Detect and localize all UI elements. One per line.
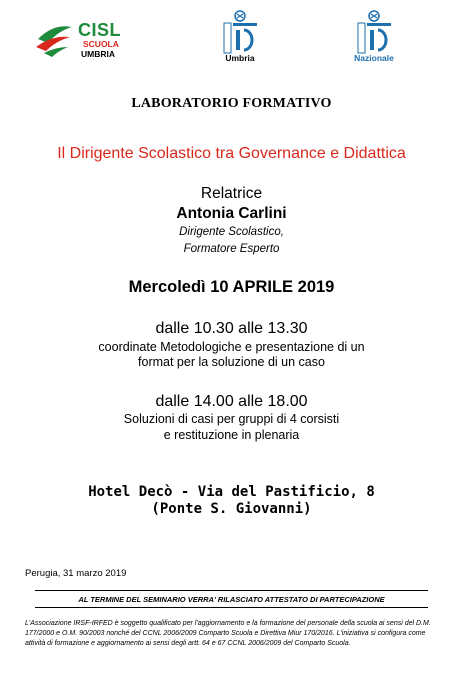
laboratorio-title: LABORATORIO FORMATIVO bbox=[131, 96, 332, 111]
irsef-nazionale-logo bbox=[344, 10, 404, 68]
event-date: Mercoledì 10 APRILE 2019 bbox=[128, 278, 335, 296]
seminar-title: Il Dirigente Scolastico tra Governance e Didattica bbox=[57, 145, 406, 162]
speaker-role-line: Formatore Esperto bbox=[183, 243, 280, 255]
afternoon-slot-description: Soluzioni di casi per gruppi di 4 corsisti bbox=[123, 412, 340, 426]
morning-slot-description: format per la soluzione di un caso bbox=[138, 355, 325, 369]
divider bbox=[35, 590, 428, 591]
irsef-emblem-icon bbox=[222, 10, 258, 54]
cisl-scuola-logo bbox=[34, 17, 144, 59]
cisl-logo-region: UMBRIA bbox=[81, 49, 115, 59]
speaker-label: Relatrice bbox=[200, 185, 263, 202]
legal-notice: L'Associazione IRSF-IRFED è soggetto qualificato per l'aggiornamento e la formazione del personale della scuola ai sensi del D.M. 177/2000 e O.M. 90/2003 nonché del CCNL 2006/2009 Comparto Scuola e Direttiva Miur 170/2016. L'iniziativa si configura come attività di formazione e aggiornamento ai sensi degli artt. 64 e 67 CCNL 2006/2009 del Comparto Scuola. bbox=[25, 620, 431, 647]
irsef-nazionale-caption: Nazionale bbox=[354, 53, 394, 63]
venue-address: Hotel Decò - Via del Pastificio, 8 bbox=[88, 484, 375, 500]
irsef-umbria-caption: Umbria bbox=[225, 53, 255, 63]
cisl-logo-text: CISL bbox=[78, 20, 122, 40]
cisl-logo-sub: SCUOLA bbox=[83, 39, 119, 49]
cisl-logo-mark-icon bbox=[34, 17, 74, 57]
venue-location: (Ponte S. Giovanni) bbox=[151, 501, 312, 517]
speaker-name: Antonia Carlini bbox=[176, 205, 287, 222]
place-date: Perugia, 31 marzo 2019 bbox=[25, 568, 127, 579]
speaker-role-line: Dirigente Scolastico, bbox=[179, 226, 284, 238]
divider bbox=[35, 607, 428, 608]
morning-slot-time: dalle 10.30 alle 13.30 bbox=[155, 320, 308, 337]
certificate-notice: AL TERMINE DEL SEMINARIO VERRA' RILASCIATO ATTESTATO DI PARTECIPAZIONE bbox=[78, 595, 385, 604]
morning-slot-description: coordinate Metodologiche e presentazione di un bbox=[98, 340, 365, 354]
irsef-umbria-logo bbox=[210, 10, 270, 68]
afternoon-slot-time: dalle 14.00 alle 18.00 bbox=[155, 393, 308, 410]
afternoon-slot-description: e restituzione in plenaria bbox=[163, 428, 300, 442]
irsef-emblem-icon bbox=[356, 10, 392, 54]
